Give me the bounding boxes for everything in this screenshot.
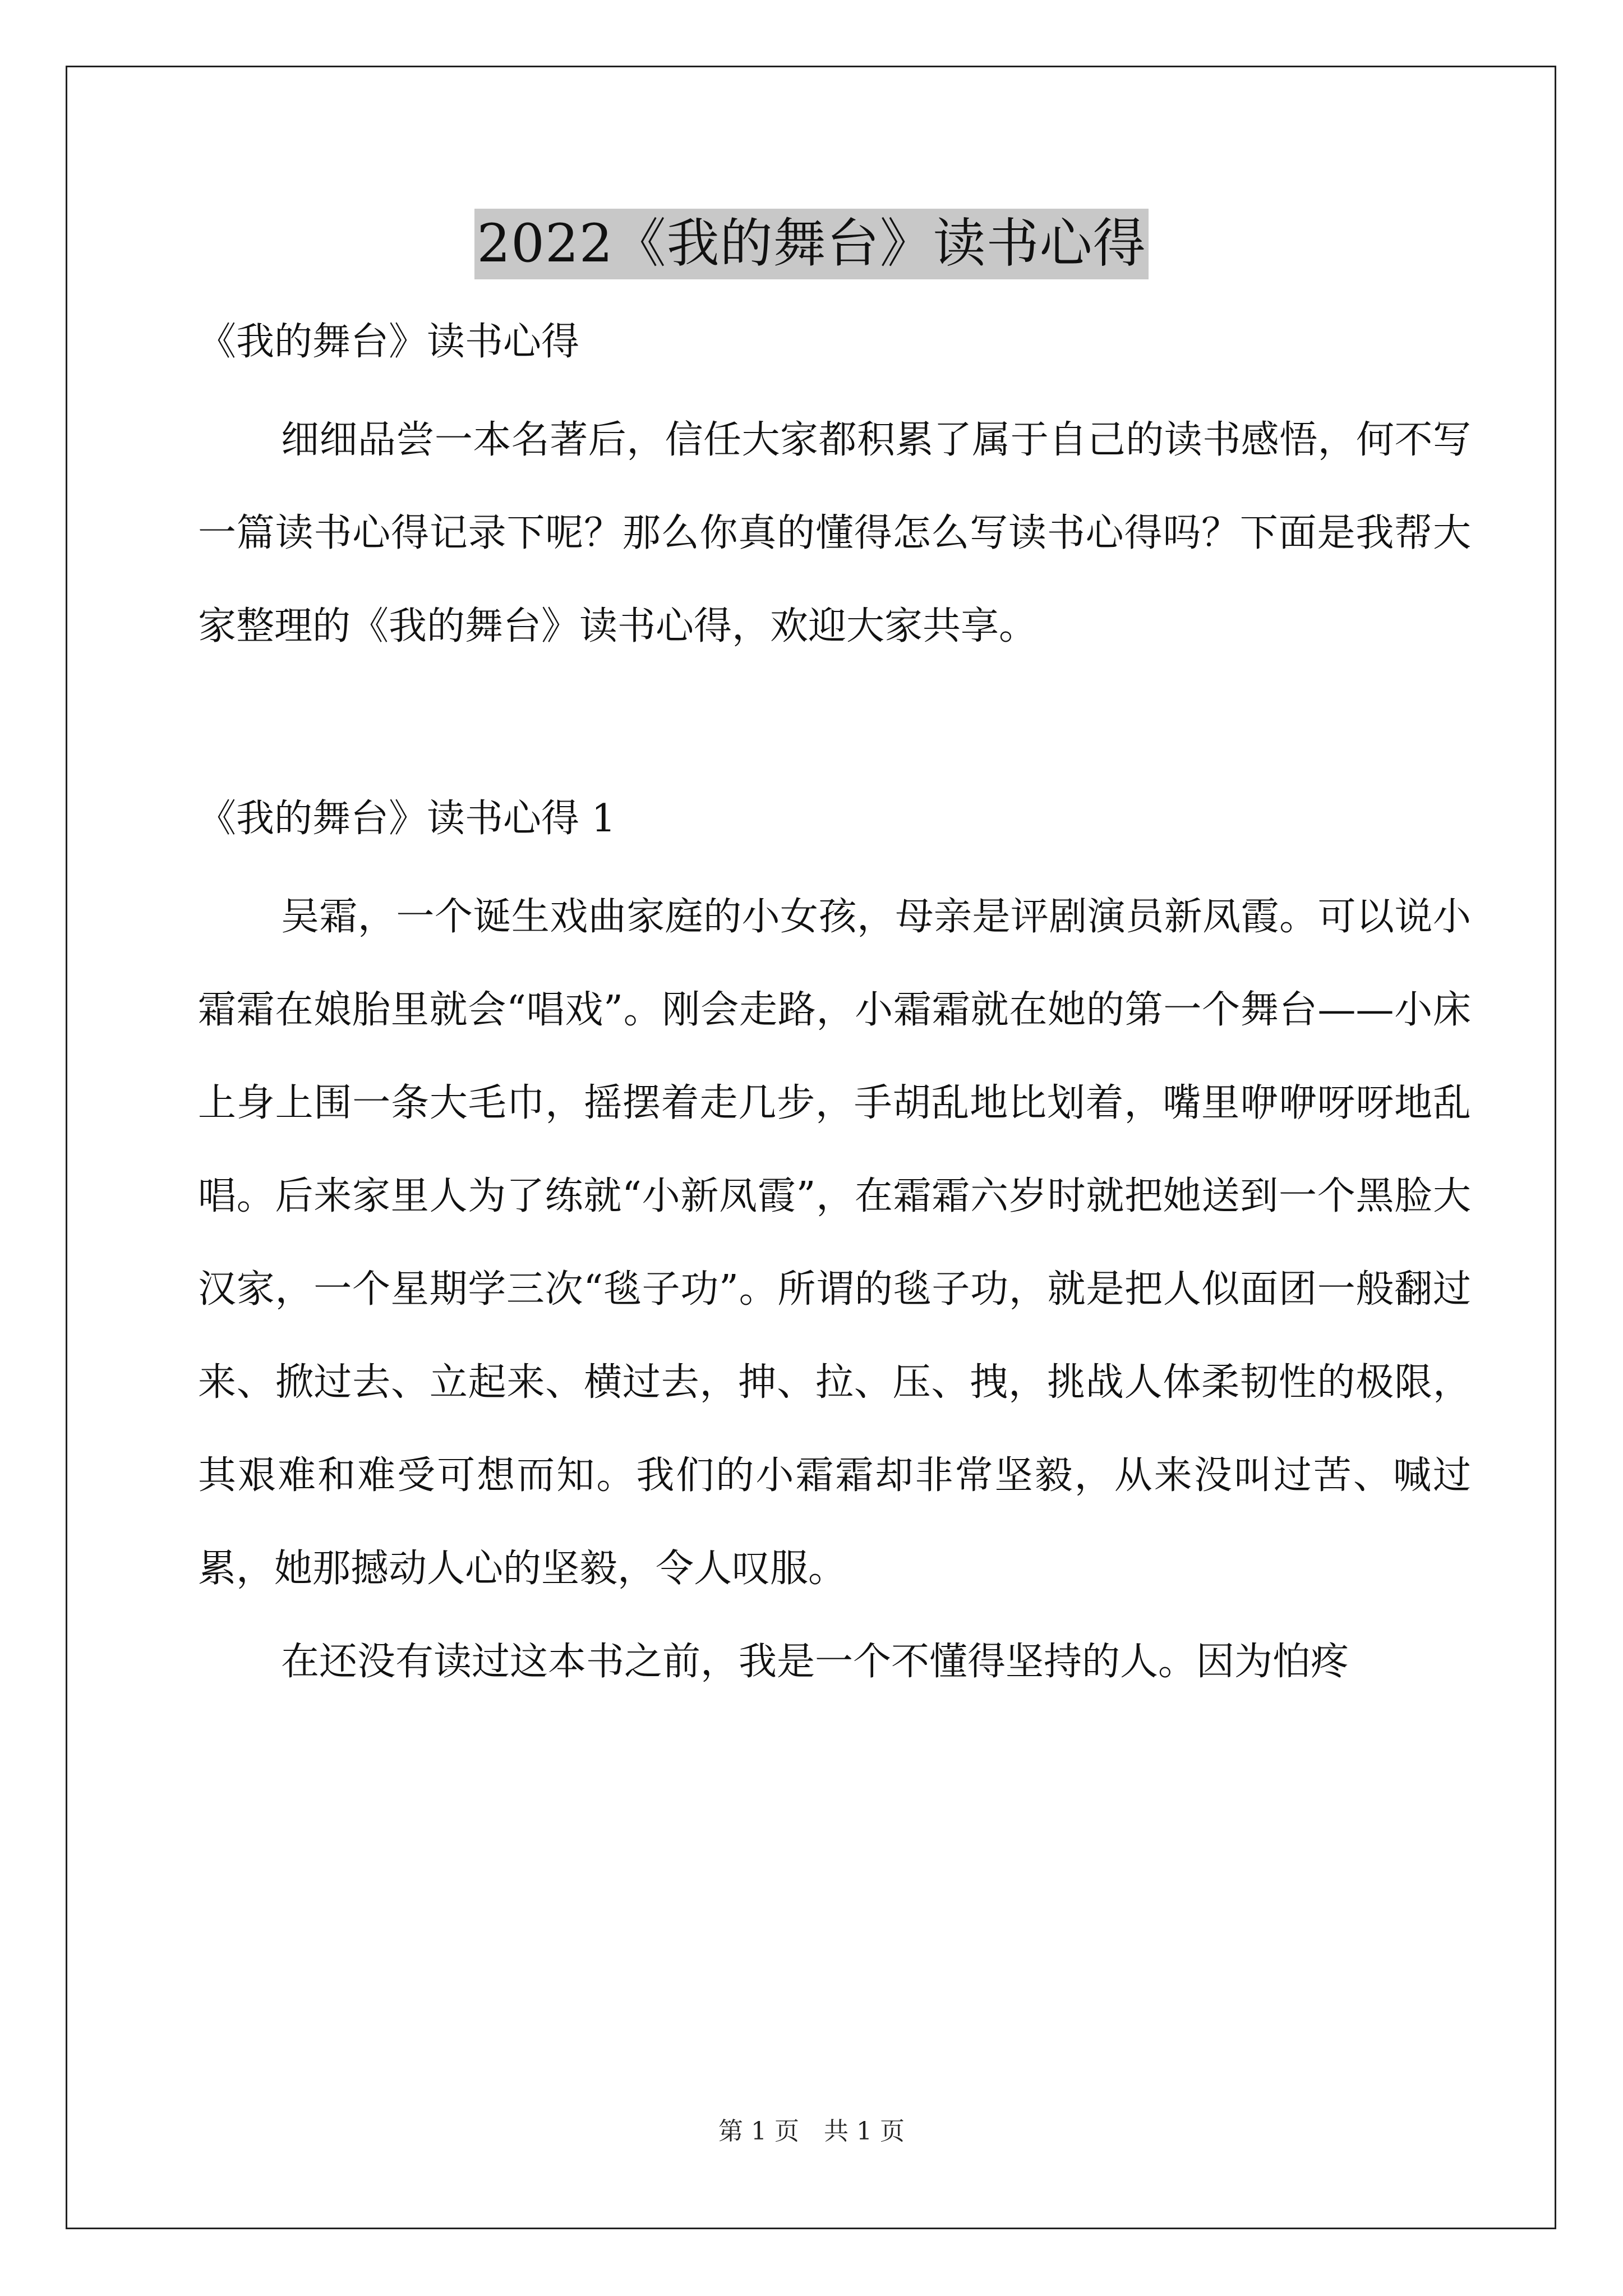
section1-paragraph-2: 在还没有读过这本书之前，我是一个不懂得坚持的人。因为怕疼	[281, 1640, 1349, 1684]
spacer	[198, 673, 1471, 791]
document-title: 2022《我的舞台》读书心得	[474, 209, 1148, 279]
page-footer: 第 1 页 共 1 页	[718, 2117, 905, 2146]
spacer	[198, 370, 1471, 394]
spacer	[198, 847, 1471, 871]
document-body	[198, 314, 1471, 1709]
intro-heading: 《我的舞台》读书心得	[198, 320, 580, 364]
section1-paragraph-1: 吴霜，一个诞生戏曲家庭的小女孩，母亲是评剧演员新凤霞。可以说小霜霜在娘胎里就会“唱戏”。刚会走路，小霜霜就在她的第一个舞台——小床上身上围一条大毛巾，摇摆着走几步，手胡乱地比划着，嘴里咿咿呀呀地乱唱。后来家里人为了练就“小新凤霞”，在霜霜六岁时就把她送到一个黑脸大汉家，一个星期学三次“毯子功”。所谓的毯子功，就是把人似面团一般翻过来、掀过去、立起来、横过去，抻、拉、压、拽，挑战人体柔韧性的极限，其艰难和难受可想而知。我们的小霜霜却非常坚毅，从来没叫过苦、喊过累，她那撼动人心的坚毅，令人叹服。	[198, 895, 1471, 1591]
title-container	[0, 209, 1623, 279]
intro-paragraph: 细细品尝一本名著后，信任大家都积累了属于自己的读书感悟，何不写一篇读书心得记录下呢？那么你真的懂得怎么写读书心得吗？下面是我帮大家整理的《我的舞台》读书心得，欢迎大家共享。	[198, 418, 1471, 648]
section1-heading: 《我的舞台》读书心得 1	[198, 797, 616, 841]
